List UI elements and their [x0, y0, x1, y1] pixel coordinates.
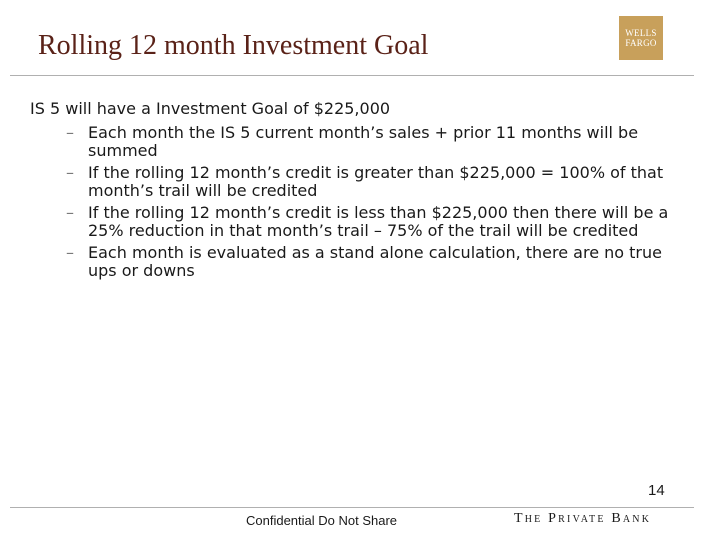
sub-bullet-item: [30, 164, 690, 200]
slide-content: [30, 99, 690, 284]
footer-brand-name: The Private Bank: [514, 511, 652, 526]
footer-divider: [10, 507, 694, 508]
logo-line-2: FARGO: [625, 38, 657, 48]
sub-bullet-item: [30, 244, 690, 280]
sub-bullet-text: If the rolling 12 month’s credit is less than $225,000 then there will be a 25% reduction in that month’s trail – 75% of the trail will be credited: [88, 203, 669, 240]
sub-bullet-list: [30, 124, 690, 280]
header-divider: [10, 75, 694, 76]
dash-icon: –: [66, 243, 74, 262]
dash-icon: –: [66, 163, 74, 182]
sub-bullet-text: If the rolling 12 month’s credit is greater than $225,000 = 100% of that month’s trail will be credited: [88, 163, 664, 200]
sub-bullet-text: Each month is evaluated as a stand alone calculation, there are no true ups or downs: [88, 243, 662, 280]
logo-line-1: WELLS: [625, 28, 657, 38]
sub-bullet-text: Each month the IS 5 current month’s sales + prior 11 months will be summed: [88, 123, 639, 160]
dash-icon: –: [66, 203, 74, 222]
page-number: 14: [648, 482, 665, 499]
wells-fargo-logo: [619, 16, 663, 60]
dash-icon: –: [66, 123, 74, 142]
footer-confidential-notice: Confidential Do Not Share: [246, 513, 398, 528]
main-bullet: IS 5 will have a Investment Goal of $225,000: [30, 99, 391, 118]
slide-title: Rolling 12 month Investment Goal: [38, 30, 429, 61]
sub-bullet-item: [30, 124, 690, 160]
sub-bullet-item: [30, 204, 690, 240]
